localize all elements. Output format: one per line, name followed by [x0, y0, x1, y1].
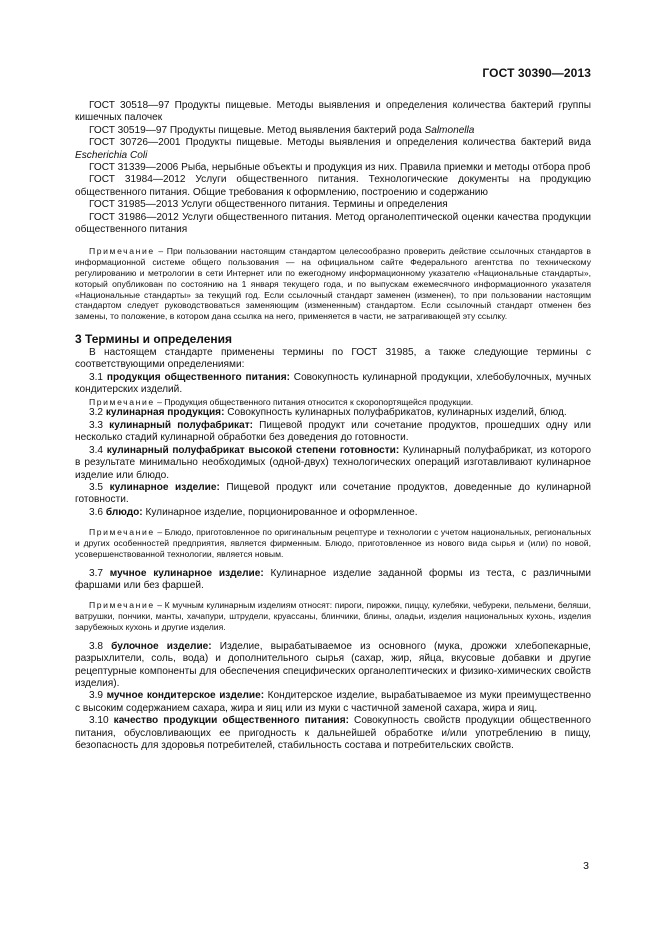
term-3-9: 3.9 мучное кондитерское изделие: Кондитерское изделие, вырабатываемое из муки преимущественно с высоким содержанием сахара, жира и яиц или из муки с частичной заменой сахара, жира и яиц. [75, 690, 591, 714]
references-note: Примечание – При пользовании настоящим стандартом целесообразно проверить действие ссылочных стандартов в информационной системе общего пользования — на официальном сайте Федерального агентства по техническому регулированию и метрологии в сети Интернет или по ежегодному информационному указателю «Национальные стандарты», который опубликован по состоянию на 1 января текущего года, и по выпускам ежемесячного информационного указателя «Национальные стандарты» за текущий год. Если ссылочный стандарт заменен (изменен), то при пользовании настоящим стандартом следует руководствоваться заменяющим (измененным) стандартом. Если ссылочный стандарт отменен без замены, то положение, в котором дана ссылка на него, применяется в части, не затрагивающей эту ссылку. [75, 246, 591, 322]
term-3-2: 3.2 кулинарная продукция: Совокупность кулинарных полуфабрикатов, кулинарных изделий, блюд. [89, 407, 567, 419]
page-number: 3 [583, 860, 589, 872]
term-3-7: 3.7 мучное кулинарное изделие: Кулинарное изделие заданной формы из теста, с различными фаршами или без фаршей. [75, 567, 591, 591]
document-body [75, 100, 591, 752]
term-3-4: 3.4 кулинарный полуфабрикат высокой степени готовности: Кулинарный полуфабрикат, из которого в результате минимально необходимых (одной-двух) технологических операций изготавливают кулинарное изделие или блюдо. [75, 444, 591, 481]
note-3-7: Примечание – К мучным кулинарным изделиям относят: пироги, пирожки, пиццу, кулебяки, чебуреки, пельмени, беляши, ватрушки, пончики, манты, хачапури, штрудели, круассаны, блинчики, блины, оладьи, изделия национальных кухонь, изделия зарубежных кухонь и другие изделия. [75, 600, 591, 632]
term-3-1: 3.1 продукция общественного питания: Совокупность кулинарной продукции, хлебобулочных, мучных кондитерских изделий. [75, 371, 591, 396]
note-3-6: Примечание – Блюдо, приготовленное по оригинальным рецептуре и технологии с учетом национальных, региональных и других особенностей предприятия, является фирменным. Блюдо, приготовленное из нового вида сырья и (или) по новой, усовершенствованной технологии, является новым. [75, 527, 591, 559]
section-intro: В настоящем стандарте применены термины по ГОСТ 31985, а также следующие термины с соответствующими определениями: [75, 347, 591, 371]
term-3-3: 3.3 кулинарный полуфабрикат: Пищевой продукт или сочетание продуктов, прошедших одну или несколько стадий кулинарной обработки без доведения до готовности. [75, 419, 592, 444]
term-3-5: 3.5 кулинарное изделие: Пищевой продукт или сочетание продуктов, доведенные до кулинарной готовности. [75, 481, 592, 506]
reference-item: ГОСТ 30726—2001 Продукты пищевые. Методы выявления и определения количества бактерий вида Escherichia Coli [75, 137, 591, 161]
term-3-6: 3.6 блюдо: Кулинарное изделие, порционированное и оформленное. [89, 506, 418, 518]
term-3-8: 3.8 булочное изделие: Изделие, вырабатываемое из основного (мука, дрожжи хлебопекарные, разрыхлители, соль, вода) и дополнительного сырья (сахар, жир, яйца, вкусовые добавки и другие рецептурные компоненты для обеспечения специфических органолептических и физико-химических свойств изделия). [75, 640, 591, 689]
section-title: 3 Термины и определения [75, 332, 233, 347]
reference-item: ГОСТ 30518—97 Продукты пищевые. Методы выявления и определения количества бактерий группы кишечных палочек [75, 100, 591, 124]
document-header: ГОСТ 30390—2013 [482, 66, 591, 80]
reference-item: ГОСТ 31985—2013 Услуги общественного питания. Термины и определения [89, 199, 448, 211]
reference-item: ГОСТ 31339—2006 Рыба, нерыбные объекты и продукция из них. Правила приемки и методы отбора проб [89, 162, 591, 174]
reference-item: ГОСТ 30519—97 Продукты пищевые. Метод выявления бактерий рода Salmonella [89, 124, 475, 136]
reference-item: ГОСТ 31986—2012 Услуги общественного питания. Метод органолептической оценки качества продукции общественного питания [75, 211, 591, 236]
note-3-1: Примечание – Продукция общественного питания относится к скоропортящейся продукции. [89, 396, 474, 407]
normative-references [75, 100, 591, 236]
reference-item: ГОСТ 31984—2012 Услуги общественного питания. Технологические документы на продукцию общественного питания. Общие требования к оформлению, построению и содержанию [75, 174, 591, 198]
term-3-10: 3.10 качество продукции общественного питания: Совокупность свойств продукции общественного питания, обусловливающих ее пригодность к дальнейшей обработке и/или употреблению в пищу, безопасность для здоровья потребителей, стабильность состава и потребительских свойств. [75, 715, 592, 751]
